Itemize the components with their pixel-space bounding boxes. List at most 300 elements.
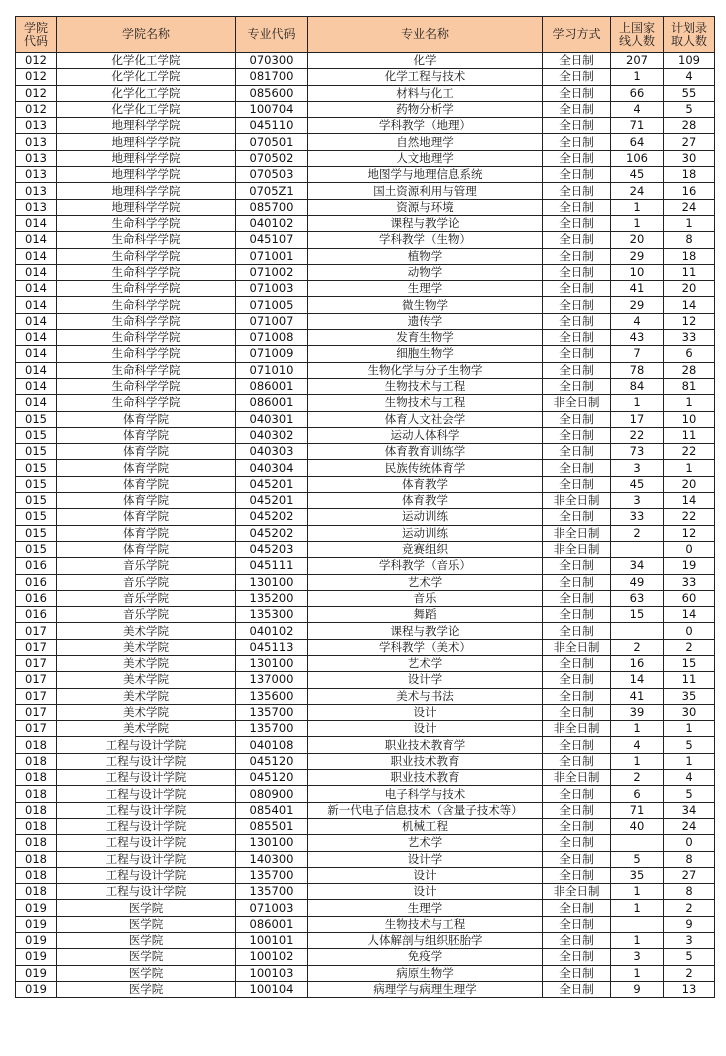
cell-national-line: 45 [611, 476, 664, 492]
cell-college-code: 017 [16, 721, 57, 737]
cell-study-mode: 全日制 [543, 167, 611, 183]
cell-planned: 6 [664, 346, 715, 362]
cell-national-line: 78 [611, 362, 664, 378]
table-row [16, 900, 715, 916]
cell-college-code: 017 [16, 672, 57, 688]
cell-major-name: 民族传统体育学 [308, 460, 543, 476]
cell-college-code: 014 [16, 330, 57, 346]
cell-college-name: 地理科学学院 [57, 199, 236, 215]
cell-college-name: 医学院 [57, 916, 236, 932]
cell-study-mode: 全日制 [543, 753, 611, 769]
cell-national-line: 22 [611, 427, 664, 443]
cell-major-code: 135700 [236, 704, 308, 720]
cell-major-code: 071009 [236, 346, 308, 362]
cell-major-code: 071008 [236, 330, 308, 346]
table-row [16, 590, 715, 606]
cell-major-code: 045110 [236, 118, 308, 134]
table-row [16, 867, 715, 883]
cell-planned: 3 [664, 933, 715, 949]
cell-major-code: 135300 [236, 607, 308, 623]
table-row [16, 786, 715, 802]
table-row [16, 232, 715, 248]
cell-study-mode: 全日制 [543, 297, 611, 313]
table-row [16, 330, 715, 346]
cell-college-code: 018 [16, 884, 57, 900]
cell-study-mode: 全日制 [543, 802, 611, 818]
cell-major-name: 生理学 [308, 900, 543, 916]
cell-planned: 8 [664, 884, 715, 900]
table-row [16, 53, 715, 69]
cell-college-code: 015 [16, 460, 57, 476]
cell-planned: 27 [664, 867, 715, 883]
cell-planned: 16 [664, 183, 715, 199]
table-row [16, 558, 715, 574]
cell-college-name: 生命科学学院 [57, 264, 236, 280]
cell-major-name: 设计 [308, 867, 543, 883]
cell-major-name: 职业技术教育 [308, 770, 543, 786]
cell-college-code: 017 [16, 623, 57, 639]
cell-college-code: 015 [16, 427, 57, 443]
cell-study-mode: 全日制 [543, 558, 611, 574]
cell-national-line: 1 [611, 884, 664, 900]
cell-national-line: 35 [611, 867, 664, 883]
cell-major-name: 发育生物学 [308, 330, 543, 346]
cell-planned: 55 [664, 85, 715, 101]
table-row [16, 134, 715, 150]
cell-major-name: 体育教学 [308, 476, 543, 492]
table-row [16, 395, 715, 411]
cell-college-code: 019 [16, 916, 57, 932]
cell-major-name: 学科教学（美术） [308, 639, 543, 655]
cell-national-line: 20 [611, 232, 664, 248]
admissions-table [15, 16, 715, 998]
table-row [16, 655, 715, 671]
table-row [16, 85, 715, 101]
table-row [16, 346, 715, 362]
cell-study-mode: 全日制 [543, 69, 611, 85]
cell-national-line: 1 [611, 199, 664, 215]
cell-national-line: 6 [611, 786, 664, 802]
cell-major-code: 040102 [236, 215, 308, 231]
cell-major-name: 舞蹈 [308, 607, 543, 623]
cell-major-name: 运动训练 [308, 525, 543, 541]
cell-college-name: 美术学院 [57, 721, 236, 737]
cell-planned: 1 [664, 460, 715, 476]
cell-national-line: 10 [611, 264, 664, 280]
cell-college-name: 体育学院 [57, 460, 236, 476]
cell-college-name: 工程与设计学院 [57, 786, 236, 802]
cell-national-line: 45 [611, 167, 664, 183]
cell-major-name: 运动训练 [308, 509, 543, 525]
cell-college-code: 017 [16, 704, 57, 720]
cell-national-line: 63 [611, 590, 664, 606]
cell-major-name: 体育教学 [308, 493, 543, 509]
cell-college-code: 015 [16, 444, 57, 460]
cell-major-name: 化学工程与技术 [308, 69, 543, 85]
table-row [16, 639, 715, 655]
cell-national-line: 2 [611, 770, 664, 786]
cell-planned: 22 [664, 444, 715, 460]
cell-college-name: 音乐学院 [57, 558, 236, 574]
table-row [16, 607, 715, 623]
cell-major-name: 艺术学 [308, 655, 543, 671]
cell-college-code: 018 [16, 737, 57, 753]
cell-planned: 5 [664, 737, 715, 753]
table-row [16, 574, 715, 590]
cell-college-name: 体育学院 [57, 509, 236, 525]
cell-major-code: 071005 [236, 297, 308, 313]
cell-study-mode: 全日制 [543, 509, 611, 525]
cell-national-line: 66 [611, 85, 664, 101]
cell-planned: 9 [664, 916, 715, 932]
table-row [16, 297, 715, 313]
cell-major-code: 045107 [236, 232, 308, 248]
table-row [16, 183, 715, 199]
cell-major-name: 生理学 [308, 281, 543, 297]
cell-college-code: 014 [16, 313, 57, 329]
table-row [16, 802, 715, 818]
cell-study-mode: 全日制 [543, 150, 611, 166]
cell-major-name: 课程与教学论 [308, 623, 543, 639]
cell-planned: 24 [664, 199, 715, 215]
cell-planned: 2 [664, 965, 715, 981]
cell-major-code: 135700 [236, 867, 308, 883]
cell-college-code: 012 [16, 101, 57, 117]
cell-major-code: 040302 [236, 427, 308, 443]
table-row [16, 101, 715, 117]
cell-major-name: 遗传学 [308, 313, 543, 329]
cell-study-mode: 全日制 [543, 444, 611, 460]
header-planned: 计划录取人数 [664, 17, 715, 53]
cell-major-name: 体育人文社会学 [308, 411, 543, 427]
cell-national-line: 1 [611, 215, 664, 231]
table-row [16, 753, 715, 769]
cell-major-code: 070503 [236, 167, 308, 183]
cell-college-name: 工程与设计学院 [57, 851, 236, 867]
cell-major-code: 100102 [236, 949, 308, 965]
cell-national-line: 4 [611, 313, 664, 329]
cell-major-name: 学科教学（生物） [308, 232, 543, 248]
cell-major-name: 人文地理学 [308, 150, 543, 166]
cell-college-code: 018 [16, 835, 57, 851]
cell-study-mode: 全日制 [543, 427, 611, 443]
cell-study-mode: 非全日制 [543, 395, 611, 411]
cell-major-code: 040304 [236, 460, 308, 476]
cell-major-code: 070502 [236, 150, 308, 166]
cell-planned: 14 [664, 297, 715, 313]
cell-study-mode: 全日制 [543, 672, 611, 688]
cell-college-code: 015 [16, 411, 57, 427]
cell-college-name: 美术学院 [57, 623, 236, 639]
cell-college-name: 生命科学学院 [57, 297, 236, 313]
cell-study-mode: 全日制 [543, 232, 611, 248]
cell-planned: 14 [664, 493, 715, 509]
cell-major-name: 电子科学与技术 [308, 786, 543, 802]
cell-major-name: 材料与化工 [308, 85, 543, 101]
cell-college-code: 017 [16, 655, 57, 671]
cell-planned: 33 [664, 330, 715, 346]
cell-college-name: 化学化工学院 [57, 69, 236, 85]
cell-planned: 33 [664, 574, 715, 590]
cell-college-name: 体育学院 [57, 411, 236, 427]
cell-college-name: 工程与设计学院 [57, 867, 236, 883]
cell-national-line: 14 [611, 672, 664, 688]
cell-study-mode: 全日制 [543, 590, 611, 606]
cell-college-code: 014 [16, 378, 57, 394]
cell-college-code: 016 [16, 607, 57, 623]
cell-college-name: 生命科学学院 [57, 215, 236, 231]
cell-planned: 34 [664, 802, 715, 818]
cell-study-mode: 全日制 [543, 607, 611, 623]
cell-study-mode: 非全日制 [543, 770, 611, 786]
cell-planned: 12 [664, 525, 715, 541]
cell-national-line: 1 [611, 965, 664, 981]
cell-national-line: 41 [611, 281, 664, 297]
cell-national-line: 73 [611, 444, 664, 460]
cell-college-name: 工程与设计学院 [57, 884, 236, 900]
cell-college-code: 015 [16, 476, 57, 492]
cell-major-code: 070300 [236, 53, 308, 69]
cell-study-mode: 全日制 [543, 346, 611, 362]
cell-college-name: 音乐学院 [57, 590, 236, 606]
cell-major-name: 资源与环境 [308, 199, 543, 215]
cell-national-line: 40 [611, 818, 664, 834]
table-row [16, 378, 715, 394]
table-row [16, 248, 715, 264]
cell-major-code: 040102 [236, 623, 308, 639]
cell-major-code: 100704 [236, 101, 308, 117]
cell-national-line: 39 [611, 704, 664, 720]
table-row [16, 509, 715, 525]
cell-major-name: 地图学与地理信息系统 [308, 167, 543, 183]
cell-college-name: 医学院 [57, 900, 236, 916]
cell-national-line: 71 [611, 118, 664, 134]
cell-major-code: 045202 [236, 525, 308, 541]
cell-planned: 4 [664, 69, 715, 85]
cell-study-mode: 全日制 [543, 118, 611, 134]
table-row [16, 721, 715, 737]
cell-national-line: 29 [611, 248, 664, 264]
cell-major-code: 137000 [236, 672, 308, 688]
cell-major-code: 140300 [236, 851, 308, 867]
cell-planned: 1 [664, 395, 715, 411]
table-body [16, 53, 715, 998]
cell-major-code: 071010 [236, 362, 308, 378]
cell-national-line: 4 [611, 101, 664, 117]
cell-study-mode: 全日制 [543, 378, 611, 394]
cell-major-code: 045201 [236, 493, 308, 509]
cell-college-name: 工程与设计学院 [57, 835, 236, 851]
table-row [16, 118, 715, 134]
cell-college-name: 体育学院 [57, 541, 236, 557]
cell-major-code: 045203 [236, 541, 308, 557]
cell-national-line: 106 [611, 150, 664, 166]
admissions-table-container [15, 16, 714, 998]
cell-major-name: 人体解剖与组织胚胎学 [308, 933, 543, 949]
cell-planned: 2 [664, 639, 715, 655]
cell-college-name: 生命科学学院 [57, 248, 236, 264]
cell-major-name: 机械工程 [308, 818, 543, 834]
cell-study-mode: 非全日制 [543, 541, 611, 557]
table-row [16, 851, 715, 867]
table-row [16, 916, 715, 932]
cell-major-name: 学科教学（地理） [308, 118, 543, 134]
cell-major-code: 071003 [236, 281, 308, 297]
cell-major-name: 生物技术与工程 [308, 395, 543, 411]
cell-major-code: 135700 [236, 884, 308, 900]
cell-college-name: 地理科学学院 [57, 183, 236, 199]
cell-college-name: 生命科学学院 [57, 281, 236, 297]
cell-planned: 19 [664, 558, 715, 574]
cell-planned: 0 [664, 623, 715, 639]
cell-national-line: 5 [611, 851, 664, 867]
cell-major-name: 学科教学（音乐） [308, 558, 543, 574]
cell-national-line: 41 [611, 688, 664, 704]
cell-national-line: 64 [611, 134, 664, 150]
cell-college-code: 019 [16, 965, 57, 981]
cell-study-mode: 全日制 [543, 737, 611, 753]
cell-major-name: 微生物学 [308, 297, 543, 313]
cell-planned: 0 [664, 541, 715, 557]
cell-college-name: 工程与设计学院 [57, 737, 236, 753]
cell-college-code: 014 [16, 232, 57, 248]
table-row [16, 215, 715, 231]
table-row [16, 411, 715, 427]
cell-planned: 11 [664, 672, 715, 688]
cell-college-code: 014 [16, 264, 57, 280]
table-row [16, 313, 715, 329]
cell-planned: 8 [664, 232, 715, 248]
cell-college-name: 生命科学学院 [57, 362, 236, 378]
cell-college-code: 015 [16, 525, 57, 541]
cell-college-name: 美术学院 [57, 639, 236, 655]
cell-college-name: 生命科学学院 [57, 330, 236, 346]
cell-major-name: 生物技术与工程 [308, 916, 543, 932]
cell-planned: 5 [664, 786, 715, 802]
cell-study-mode: 全日制 [543, 215, 611, 231]
cell-college-name: 音乐学院 [57, 607, 236, 623]
cell-major-code: 086001 [236, 916, 308, 932]
cell-college-code: 013 [16, 118, 57, 134]
table-header-row [16, 17, 715, 53]
cell-national-line: 16 [611, 655, 664, 671]
cell-planned: 8 [664, 851, 715, 867]
cell-college-name: 体育学院 [57, 444, 236, 460]
cell-planned: 30 [664, 704, 715, 720]
cell-study-mode: 全日制 [543, 981, 611, 997]
cell-planned: 81 [664, 378, 715, 394]
cell-major-code: 081700 [236, 69, 308, 85]
cell-planned: 1 [664, 753, 715, 769]
table-row [16, 688, 715, 704]
cell-planned: 18 [664, 167, 715, 183]
cell-planned: 24 [664, 818, 715, 834]
cell-college-name: 化学化工学院 [57, 85, 236, 101]
cell-college-code: 019 [16, 949, 57, 965]
table-row [16, 281, 715, 297]
cell-college-code: 017 [16, 639, 57, 655]
cell-major-name: 美术与书法 [308, 688, 543, 704]
cell-college-code: 017 [16, 688, 57, 704]
cell-national-line: 15 [611, 607, 664, 623]
cell-major-name: 生物化学与分子生物学 [308, 362, 543, 378]
cell-college-code: 016 [16, 574, 57, 590]
cell-major-name: 职业技术教育 [308, 753, 543, 769]
cell-study-mode: 全日制 [543, 949, 611, 965]
table-row [16, 476, 715, 492]
cell-college-name: 生命科学学院 [57, 313, 236, 329]
table-row [16, 199, 715, 215]
cell-national-line: 207 [611, 53, 664, 69]
cell-college-name: 医学院 [57, 981, 236, 997]
cell-major-name: 运动人体科学 [308, 427, 543, 443]
cell-study-mode: 非全日制 [543, 721, 611, 737]
cell-college-name: 工程与设计学院 [57, 770, 236, 786]
cell-planned: 18 [664, 248, 715, 264]
cell-college-name: 生命科学学院 [57, 232, 236, 248]
cell-planned: 30 [664, 150, 715, 166]
table-row [16, 949, 715, 965]
cell-major-code: 045202 [236, 509, 308, 525]
cell-planned: 20 [664, 476, 715, 492]
cell-college-code: 019 [16, 900, 57, 916]
cell-study-mode: 全日制 [543, 623, 611, 639]
cell-major-code: 086001 [236, 395, 308, 411]
cell-college-code: 014 [16, 281, 57, 297]
header-study-mode: 学习方式 [543, 17, 611, 53]
cell-major-code: 071007 [236, 313, 308, 329]
cell-major-code: 085501 [236, 818, 308, 834]
cell-planned: 14 [664, 607, 715, 623]
cell-planned: 15 [664, 655, 715, 671]
cell-national-line: 3 [611, 493, 664, 509]
cell-major-code: 130100 [236, 655, 308, 671]
cell-study-mode: 全日制 [543, 916, 611, 932]
cell-study-mode: 全日制 [543, 965, 611, 981]
cell-national-line: 4 [611, 737, 664, 753]
cell-planned: 109 [664, 53, 715, 69]
cell-national-line: 33 [611, 509, 664, 525]
header-college-code: 学院代码 [16, 17, 57, 53]
cell-major-code: 045113 [236, 639, 308, 655]
cell-major-name: 细胞生物学 [308, 346, 543, 362]
cell-planned: 22 [664, 509, 715, 525]
table-row [16, 541, 715, 557]
cell-college-code: 013 [16, 199, 57, 215]
cell-planned: 13 [664, 981, 715, 997]
cell-study-mode: 全日制 [543, 411, 611, 427]
cell-national-line: 2 [611, 525, 664, 541]
table-row [16, 525, 715, 541]
cell-college-name: 化学化工学院 [57, 53, 236, 69]
cell-major-name: 设计 [308, 884, 543, 900]
cell-study-mode: 全日制 [543, 933, 611, 949]
cell-college-code: 018 [16, 802, 57, 818]
cell-planned: 1 [664, 215, 715, 231]
cell-college-name: 生命科学学院 [57, 378, 236, 394]
cell-college-name: 体育学院 [57, 427, 236, 443]
cell-major-name: 设计学 [308, 851, 543, 867]
cell-college-name: 工程与设计学院 [57, 753, 236, 769]
cell-national-line: 3 [611, 949, 664, 965]
table-row [16, 884, 715, 900]
cell-planned: 20 [664, 281, 715, 297]
cell-college-name: 工程与设计学院 [57, 818, 236, 834]
cell-study-mode: 全日制 [543, 362, 611, 378]
cell-national-line: 1 [611, 69, 664, 85]
cell-college-code: 012 [16, 69, 57, 85]
cell-college-code: 014 [16, 362, 57, 378]
